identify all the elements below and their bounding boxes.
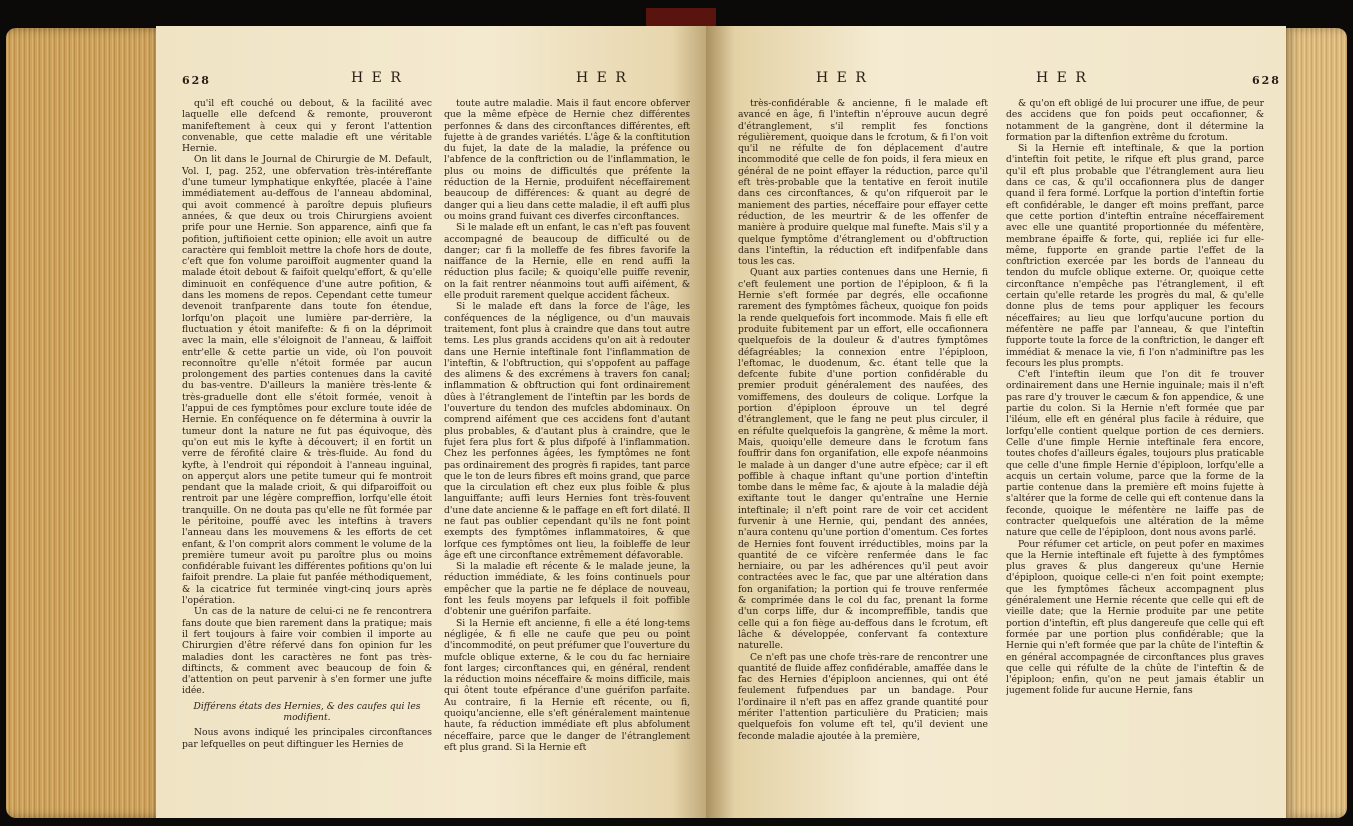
right-page — [706, 26, 1286, 818]
paragraph: Un cas de la nature de celui-ci ne fe rencontrera fans doute que bien rarement dans la pratique; mais il fert toujours à faire voir combien il importe au Chirurgien d'être réfervé dans fon opinion fur les maladies dont les caractères ne font pas très-diftincts, & comment avec beaucoup de foin & d'attention on peut parvenir à s'en former une jufte idée. — [182, 606, 432, 697]
running-head-right: H E R — [1036, 70, 1088, 86]
paragraph: très-confidérable & ancienne, fi le malade eft avancé en âge, fi l'inteftin n'éprouve aucun degré d'étranglement, s'il remplit fes fonctions régulièrement, quoique dans le fcrotum, & fi l'on voit qu'il ne réfulte de fon déplacement d'autre incommodité que celle de fon poids, il fera mieux en général de ne point effayer la réduction, parce qu'il eft très-probable que la tentative en feroit inutile dans ces circonftances, & qu'on rifqueroit par le maniement des parties, néceffaire pour effayer cette réduction, de les meurtrir & de les offenfer de manière à produire quelque mal funefte. Mais s'il y a quelque fymptôme d'étranglement ou d'obftruction dans l'inteftin, la réduction eft indifpenfable dans tous les cas. — [738, 98, 988, 268]
paragraph: On lit dans le Journal de Chirurgie de M. Default, Vol. I, pag. 252, une obfervation très-intéreffante d'une tumeur lymphatique enkyftée, placée à l'aine immédiatement au-deffous de l'anneau abdominal, qui avoit commencé à paroître depuis plufieurs années, & que deux ou trois Chirurgiens avoient prife pour une Hernie. Son apparence, ainfi que fa pofition, juftifioient cette opinion; elle avoit un autre caractère qui fembloit mettre la chofe hors de doute, c'eft que fon volume paroiffoit augmenter quand la malade étoit debout & faifoit quelqu'effort, & qu'elle diminuoit en conféquence d'une autre pofition, & dans les momens de repos. Cependant cette tumeur devenoit tranfparente dans toute fon étendue, lorfqu'on plaçoit une lumière par-derrière, la fluctuation y étoit manifefte: & fi on la déprimoit avec la main, elle s'éloignoit de l'anneau, & laiffoit entr'elle & cette partie un vide, où l'on pouvoit reconnoître qu'elle n'étoit formée par aucun prolongement des parties contenues dans la cavité du bas-ventre. D'ailleurs la manière très-lente & très-graduelle dont elle s'étoit formée, venoit à l'appui de ces fymptômes pour exclure toute idée de Hernie. En conféquence on fe détermina à ouvrir la tumeur dont la nature ne fut pas équivoque, dès qu'on eut mis le kyfte à découvert; il en fortit un verre de férofité claire & très-fluide. Au fond du kyfte, à l'endroit qui répondoit à l'anneau inguinal, on apperçut alors une petite tumeur qui fe montroit pendant que la malade crioit, & qui difparoiffoit ou rentroit par une légère compreffion, lorfqu'elle étoit tranquille. On ne douta pas qu'elle ne fût formée par le péritoine, pouffé avec les inteftins à travers l'anneau dans les mouvemens & les efforts de cet enfant, & l'on comprit alors comment le volume de la première tumeur avoit pu paroître plus ou moins confidérable fuivant les différentes pofitions qu'on lui faifoit prendre. La plaie fut panfée méthodiquement, & la cicatrice fut terminée vingt-cinq jours après l'opération. — [182, 154, 432, 607]
running-head-right: H E R — [576, 70, 628, 86]
page-number: 628 — [182, 74, 211, 87]
paragraph: toute autre maladie. Mais il faut encore obferver que la même efpèce de Hernie chez différentes perfonnes & dans des circonftances différentes, eft fujette à de grandes variétés. L'âge & la conftitution du fujet, la date de la maladie, la préfence ou l'abfence de la conftriction ou de l'inflammation, le plus ou moins de difficultés que préfente la réduction de la Hernie, produifent néceffairement beaucoup de différences: & quant au degré de danger qui a lieu dans cette maladie, il eft auffi plus ou moins grand fuivant ces diverfes circonftances. — [444, 98, 690, 222]
paragraph: Nous avons indiqué les principales circonftances par lefquelles on peut diftinguer les Hernies de — [182, 727, 432, 750]
left-page — [156, 26, 711, 818]
right-page-column-2 — [1006, 98, 1264, 804]
left-page-column-1 — [182, 98, 432, 804]
paragraph: Si la Hernie eft ancienne, fi elle a été long-tems négligée, & fi elle ne caufe que peu ou point d'incommodité, on peut préfumer que l'ouverture du mufcle oblique externe, & le cou du fac herniaire font larges; circonftances qui, en général, rendent la réduction moins néceffaire & moins difficile, mais qui ôtent toute efpérance d'une guérifon parfaite. Au contraire, fi la Hernie eft récente, ou fi, quoiqu'ancienne, elle s'eft généralement maintenue haute, fa réduction immédiate eft plus abfolument néceffaire, parce que le danger de l'étranglement eft plus grand. Si la Hernie eft — [444, 617, 690, 753]
paragraph: Si le malade eft un enfant, le cas n'eft pas fouvent accompagné de beaucoup de difficulté ou de danger; car fi la molleffe de fes fibres favorife la naiffance de la Hernie, elle en rend auffi la réduction plus facile; & quoiqu'elle puiffe revenir, on la fait rentrer néanmoins tout auffi aifément, & elle produit rarement quelque accident fâcheux. — [444, 222, 690, 302]
running-head-left: H E R — [816, 70, 868, 86]
section-subheading: Différens états des Hernies, & des caufes qui les modifient. — [193, 700, 421, 724]
left-page-header — [156, 70, 711, 92]
paragraph: qu'il eft couché ou debout, & la facilité avec laquelle elle defcend & remonte, prouveront manifeftement à ceux qui y feront l'attention convenable, que cette maladie eft une véritable Hernie. — [182, 98, 432, 155]
paragraph: & qu'on eft obligé de lui procurer une iffue, de peur des accidens que fon poids peut occafionner, & notamment de la gangrène, dont il détermine la formation par la diftenfion extrême du fcrotum. — [1006, 98, 1264, 143]
open-book — [6, 8, 1347, 820]
paragraph: C'eft l'inteftin ileum que l'on dit fe trouver ordinairement dans une Hernie inguinale; mais il n'eft pas rare d'y trouver le cæcum & fon appendice, & une partie du colon. Si la Hernie n'eft formée que par l'iléum, elle eft en général plus facile à réduire, que lorfqu'elle contient quelque portion de ces derniers. Celle d'une fimple Hernie inteftinale fera encore, toutes chofes d'ailleurs égales, toujours plus praticable que celle d'une fimple Hernie d'épiploon, lorfqu'elle a acquis un certain volume, parce que la forme de la partie contenue dans la première eft moins fujette à s'altérer que la forme de celle qui eft contenue dans la feconde, quoique le méfentère ne laiffe pas de contracter quelquefois une altération de la même nature que celle de l'épiploon, dont nous avons parlé. — [1006, 369, 1264, 539]
right-page-column-1 — [738, 98, 988, 804]
paragraph: Ce n'eft pas une chofe très-rare de rencontrer une quantité de fluide affez confidérable, amaffée dans le fac des Hernies d'épiploon anciennes, qui ont été feulement fufpendues par un bandage. Pour l'ordinaire il n'eft pas en affez grande quantité pour mériter l'attention particulière du Praticien; mais quelquefois fon volume eft tel, qu'il devient une feconde maladie ajoutée à la première, — [738, 651, 988, 742]
page-edges-left — [6, 28, 164, 818]
paragraph: Si la Hernie eft inteftinale, & que la portion d'inteftin foit petite, le rifque eft plus grand, parce qu'il eft plus probable que l'étranglement aura lieu dans ce cas, & qu'il occafionnera plus de danger quand il fera formé. Lorfque la portion d'inteftin fortie eft confidérable, le danger eft moins preffant, parce que cette portion d'inteftin entraîne néceffairement avec elle une quantité proportionnée du méfentère, membrane épaiffe & forte, qui, repliée ici fur elle-même, fupporte en grande partie l'effet de la conftriction exercée par les bords de l'anneau du tendon du mufcle oblique externe. Or, quoique cette circonftance n'empêche pas l'étranglement, il eft certain qu'elle retarde les progrès du mal, & qu'elle donne plus de tems pour appliquer les fecours néceffaires; au lieu que lorfqu'aucune portion du méfentère ne paffe par l'anneau, & que l'inteftin fupporte toute la force de la conftriction, le danger eft immédiat & menace la vie, fi l'on n'adminiftre pas les fecours les plus prompts. — [1006, 143, 1264, 369]
paragraph: Si la maladie eft récente & le malade jeune, la réduction immédiate, & les foins continuels pour empêcher que la partie ne fe déplace de nouveau, font les feuls moyens par lefquels il foit poffible d'obtenir une guérifon parfaite. — [444, 561, 690, 618]
right-page-header — [706, 70, 1286, 92]
running-head-left: H E R — [351, 70, 403, 86]
page-number: 628 — [1252, 74, 1281, 87]
paragraph: Quant aux parties contenues dans une Hernie, fi c'eft feulement une portion de l'épiploon, & fi la Hernie s'eft formée par degrés, elle occafionne rarement des fymptômes fâcheux, quoique fon poids la rende quelquefois fort incommode. Mais fi elle eft produite fubitement par un effort, elle occafionnera quelquefois de la douleur & d'autres fymptômes défagréables; la connexion entre l'épiploon, l'eftomac, le duodenum, &c. étant telle que la defcente fubite d'une portion confidérable du premier produit généralement des naufées, des vomiffemens, des douleurs de colique. Lorfque la portion d'épiploon éprouve un tel degré d'étranglement, que le fang ne peut plus circuler, il en réfulte quelquefois la gangrène, & même la mort. Mais, quoiqu'elle demeure dans le fcrotum fans fouffrir dans fon organifation, elle expofe néanmoins le malade à un danger d'une autre efpèce; car il eft poffible à chaque inftant qu'une portion d'inteftin tombe dans le même fac, & ajoute à la maladie déjà exiftante tout le danger qu'entraîne une Hernie inteftinale; il n'eft point rare de voir cet accident furvenir à une Hernie, qui, pendant des années, n'aura contenu qu'une portion d'omentum. Ces fortes de Hernies font fouvent irréductibles, moins par la quantité de ce vifcère renfermée dans le fac herniaire, ou par les adhérences qu'il peut avoir contractées avec le fac, que par une altération dans fon organifation; la portion qui fe trouve renfermée & comprimée dans le col du fac, prenant la forme d'un corps liffe, dur & incompreffible, tandis que celle qui a fon fiège au-deffous dans le fcrotum, eft lâche & développée, confervant fa contexture naturelle. — [738, 267, 988, 652]
page-edges-right — [1283, 28, 1347, 818]
left-page-column-2 — [444, 98, 690, 804]
paragraph: Si le malade eft dans la force de l'âge, les conféquences de la négligence, ou d'un mauvais traitement, font plus à craindre que dans tout autre tems. Les plus grands accidens qu'on ait à redouter dans une Hernie inteftinale font l'inflammation de l'inteftin, & l'obftruction, qui s'oppofent au paffage des alimens & des excrémens à travers fon canal; inflammation & obftruction qui font ordinairement dûes à l'étranglement de l'inteftin par les bords de l'ouverture du tendon des mufcles abdominaux. On comprend aifément que ces accidens font d'autant plus probables, & d'autant plus à craindre, que le fujet fera plus fort & plus difpofé à l'inflammation. Chez les perfonnes âgées, les fymptômes ne font pas ordinairement des progrès fi rapides, tant parce que le ton de leurs fibres eft moins grand, que parce que la circulation eft chez eux plus foible & plus languiffante; auffi leurs Hernies font très-fouvent d'une date ancienne & le paffage en eft fort dilaté. Il ne faut pas oublier cependant qu'ils ne font point exempts des fymptômes inflammatoires, & que lorfque ces fymptômes ont lieu, la foibleffe de leur âge eft une circonftance extrêmement défavorable. — [444, 301, 690, 561]
paragraph: Pour réfumer cet article, on peut pofer en maximes que la Hernie inteftinale eft fujette à des fymptômes plus graves & plus dangereux qu'une Hernie d'épiploon, quoique celle-ci n'en foit point exempte; que les fymptômes fâcheux accompagnent plus généralement une Hernie récente que celle qui eft de vieille date; que la Hernie produite par une petite portion d'inteftin, eft plus dangereufe que celle qui eft formée par une portion plus confidérable; que la Hernie qui n'eft formée que par la chûte de l'inteftin & en général accompagnée de circonftances plus graves que celle qui réfulte de la chûte de l'inteftin & de l'épiploon; enfin, qu'on ne peut jamais établir un jugement folide fur aucune Hernie, fans — [1006, 538, 1264, 697]
